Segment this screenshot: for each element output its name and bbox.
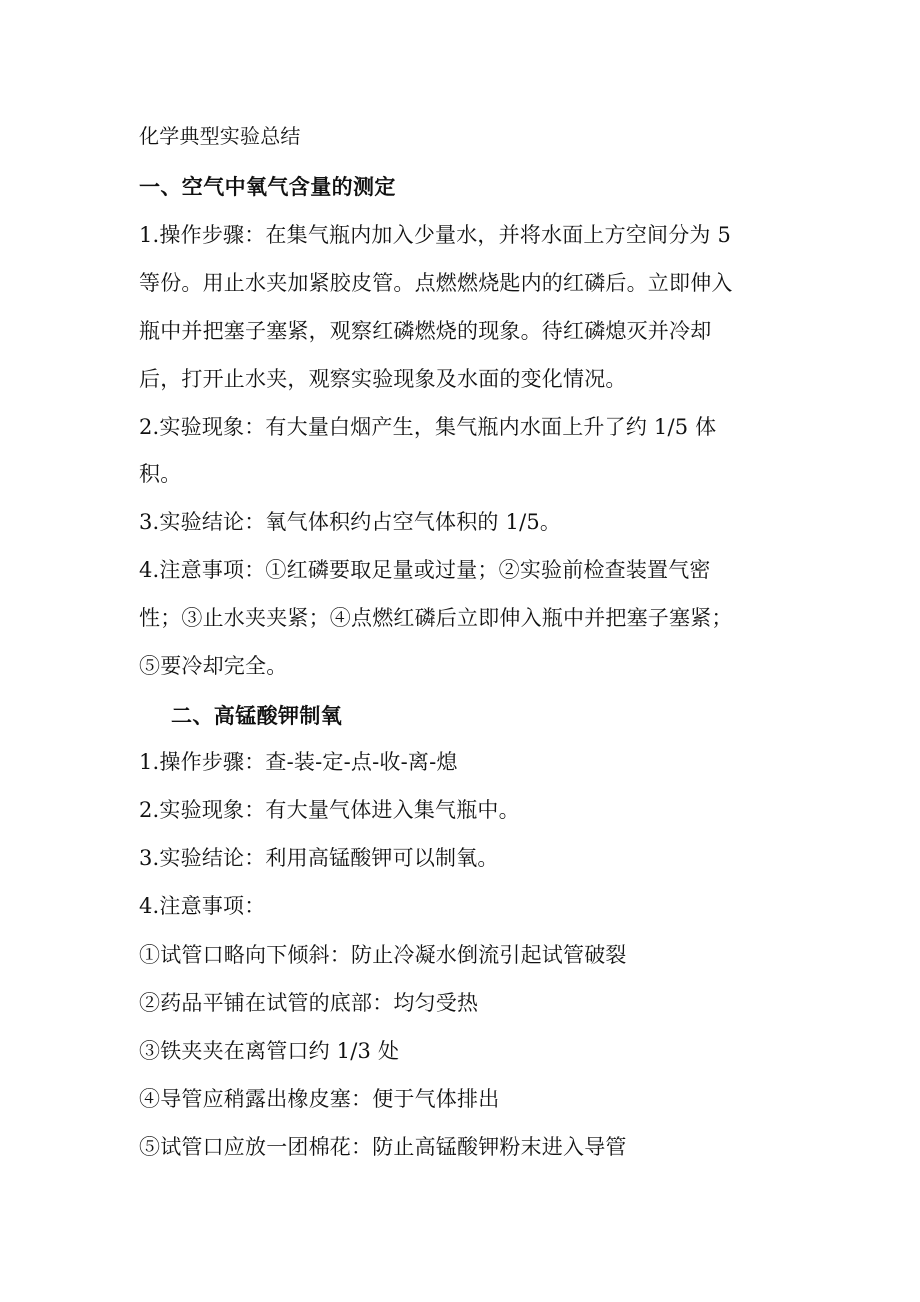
section-2-note-3: ③铁夹夹在离管口约 1/3 处 (139, 1039, 400, 1063)
section-2-heading: 二、高锰酸钾制氧 (171, 704, 343, 728)
section-2-conclusion: 3.实验结论：利用高锰酸钾可以制氧。 (139, 846, 499, 870)
section-2-note-4: ④导管应稍露出橡皮塞：便于气体排出 (139, 1087, 500, 1111)
section-2-notes-label: 4.注意事项： (139, 894, 266, 918)
section-2-note-1: ①试管口略向下倾斜：防止冷凝水倒流引起试管破裂 (139, 943, 627, 967)
section-1-notes-line-3: ⑤要冷却完全。 (139, 654, 288, 678)
section-2-phenomenon: 2.实验现象：有大量气体进入集气瓶中。 (139, 798, 520, 822)
section-1-steps-line-2: 等份。用止水夹加紧胶皮管。点燃燃烧匙内的红磷后。立即伸入 (139, 271, 733, 295)
section-1-steps-line-4: 后，打开止水夹，观察实验现象及水面的变化情况。 (139, 367, 627, 391)
section-1-steps-line-3: 瓶中并把塞子塞紧，观察红磷燃烧的现象。待红磷熄灭并冷却 (139, 319, 712, 343)
section-1-phenomenon-line-2: 积。 (139, 462, 182, 486)
section-1-steps-line-1: 1.操作步骤：在集气瓶内加入少量水，并将水面上方空间分为 5 (139, 223, 732, 247)
section-1-heading: 一、空气中氧气含量的测定 (139, 175, 396, 199)
document-title: 化学典型实验总结 (139, 124, 301, 148)
section-1-phenomenon-line-1: 2.实验现象：有大量白烟产生，集气瓶内水面上升了约 1/5 体 (139, 415, 717, 439)
section-2-steps: 1.操作步骤：查-装-定-点-收-离-熄 (139, 750, 458, 774)
section-1-conclusion: 3.实验结论：氧气体积约占空气体积的 1/5。 (139, 510, 562, 534)
section-1-notes-line-2: 性；③止水夹夹紧；④点燃红磷后立即伸入瓶中并把塞子塞紧； (139, 606, 733, 630)
section-2-note-2: ②药品平铺在试管的底部：均匀受热 (139, 991, 479, 1015)
section-2-note-5: ⑤试管口应放一团棉花：防止高锰酸钾粉末进入导管 (139, 1135, 627, 1159)
section-1-notes-line-1: 4.注意事项：①红磷要取足量或过量；②实验前检查装置气密 (139, 558, 711, 582)
